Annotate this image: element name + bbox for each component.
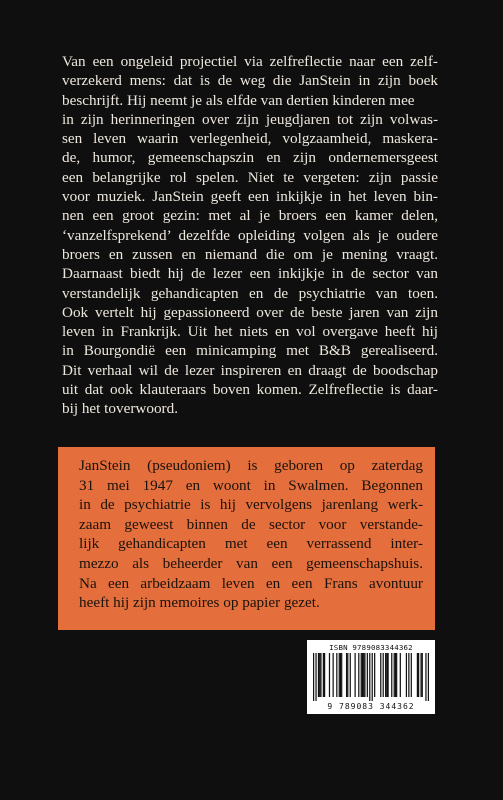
blurb-line: ‘vanzelfsprekend’ dezelfde opleiding volgen als je oudere [62, 226, 438, 244]
blurb-line: uit dat ook klauteraars boven komen. Zelfreflectie is daar- [62, 381, 438, 399]
barcode-bar [336, 653, 337, 697]
barcode-bar [418, 653, 419, 697]
barcode-bar [422, 653, 423, 697]
blurb-line: Van een ongeleid projectiel via zelfreflectie naar een zelf- [62, 53, 438, 70]
barcode-bar [361, 653, 362, 697]
barcode-bar [425, 653, 426, 701]
bio-line: heeft hij zijn memoires op papier gezet. [79, 594, 320, 612]
blurb-line: de, humor, gemeenschapszin en zijn ondernemersgeest [62, 149, 438, 167]
barcode-bar [383, 653, 384, 697]
barcode-bar [367, 653, 368, 697]
bio-line: in de psychiatrie is hij vervolgens jarenlang werk- [79, 496, 423, 514]
barcode-digits: 9 789083 344362 [327, 702, 415, 711]
bio-line: 31 mei 1947 en woont in Swalmen. Begonnen [79, 476, 423, 494]
barcode-bar [417, 653, 418, 697]
barcode-bar [411, 653, 412, 697]
barcode-bar [406, 653, 407, 697]
barcode-bar [320, 653, 321, 697]
blurb-line: bij het toverwoord. [62, 400, 178, 418]
author-bio-text [79, 456, 423, 613]
barcode-bar [369, 653, 370, 701]
author-bio-panel [58, 447, 435, 630]
barcode-bar [355, 653, 356, 697]
barcode-bar [323, 653, 324, 697]
barcode-bar [339, 653, 340, 697]
barcode-bar [420, 653, 421, 697]
blurb-line: Daarnaast biedt hij de lezer een inkijkje in de sector van [62, 265, 438, 283]
barcode-bar [408, 653, 409, 697]
barcode-bar [324, 653, 325, 697]
blurb-line: beschrijft. Hij neemt je als elfde van dertien kinderen mee [62, 91, 415, 109]
blurb-line: broers en zussen en niemand die om je mening vraagt. [62, 245, 438, 263]
barcode-bar [396, 653, 397, 697]
bio-line: zaam geweest binnen de sector voor verstande- [79, 515, 423, 533]
barcode-bar [358, 653, 359, 697]
barcode-bar [329, 653, 330, 697]
barcode-bar [319, 653, 320, 697]
blurb-line: Dit verhaal wil de lezer inspireren en draagt de boodschap [62, 361, 438, 379]
barcode-bar [385, 653, 386, 697]
barcode-bars [313, 653, 429, 701]
blurb-line: verzekerd mens: dat is de weg die JanStein in zijn boek [62, 72, 438, 90]
blurb-line: Ook vertelt hij gepassioneerd over de beste jaren van zijn [62, 303, 438, 321]
barcode-bar [374, 653, 375, 697]
barcode-bar [347, 653, 348, 697]
barcode-bar [313, 653, 314, 701]
bio-line: JanStein (pseudoniem) is geboren op zaterdag [79, 457, 423, 474]
bio-line: mezzo als beheerder van een gemeenschapshuis. [79, 554, 423, 572]
blurb-line: nen een groot gezin: met al je broers een kamer delen, [62, 207, 438, 225]
blurb-line: voor muziek. JanStein geeft een inkijkje in het leven bin- [62, 188, 438, 206]
blurb-line: leven in Frankrijk. Uit het niets en vol overgave heeft hij [62, 323, 438, 341]
barcode-bar [315, 653, 316, 701]
barcode-bar [333, 653, 334, 697]
barcode-bar [372, 653, 373, 701]
barcode-bar [428, 653, 429, 701]
barcode-bar [340, 653, 341, 697]
blurb-line: een belangrijke rol spelen. Niet te vergeten: zijn passie [62, 168, 438, 186]
barcode-bar [318, 653, 319, 697]
blurb-line: sen leven waarin verlegenheid, volgzaamheid, maskera- [62, 130, 438, 148]
barcode-bar [391, 653, 392, 697]
barcode-bar [341, 653, 342, 697]
blurb-line: verstandelijk gehandicapten en de psychiatrie van toen. [62, 284, 438, 302]
barcode-bar [350, 653, 351, 697]
bio-line: Na een arbeidzaam leven en een Frans avontuur [79, 574, 423, 592]
barcode-bar [400, 653, 401, 697]
blurb-text [62, 52, 438, 419]
barcode-bar [346, 653, 347, 697]
blurb-line: in Bourgondië een minicamping met B&B gerealiseerd. [62, 342, 438, 360]
barcode-bar [364, 653, 365, 697]
barcode-bar [395, 653, 396, 697]
barcode-bar [380, 653, 381, 697]
barcode-bar [386, 653, 387, 697]
barcode-bar [363, 653, 364, 697]
barcode-bar [362, 653, 363, 697]
isbn-label: ISBN 9789083344362 [329, 643, 413, 652]
bio-line: lijk gehandicapten met een verrassend inter- [79, 535, 423, 553]
blurb-line: in zijn herinneringen over zijn jeugdjaren tot zijn volwas- [62, 110, 438, 128]
isbn-barcode [307, 640, 435, 714]
barcode-bar [394, 653, 395, 697]
barcode-bar [387, 653, 388, 697]
